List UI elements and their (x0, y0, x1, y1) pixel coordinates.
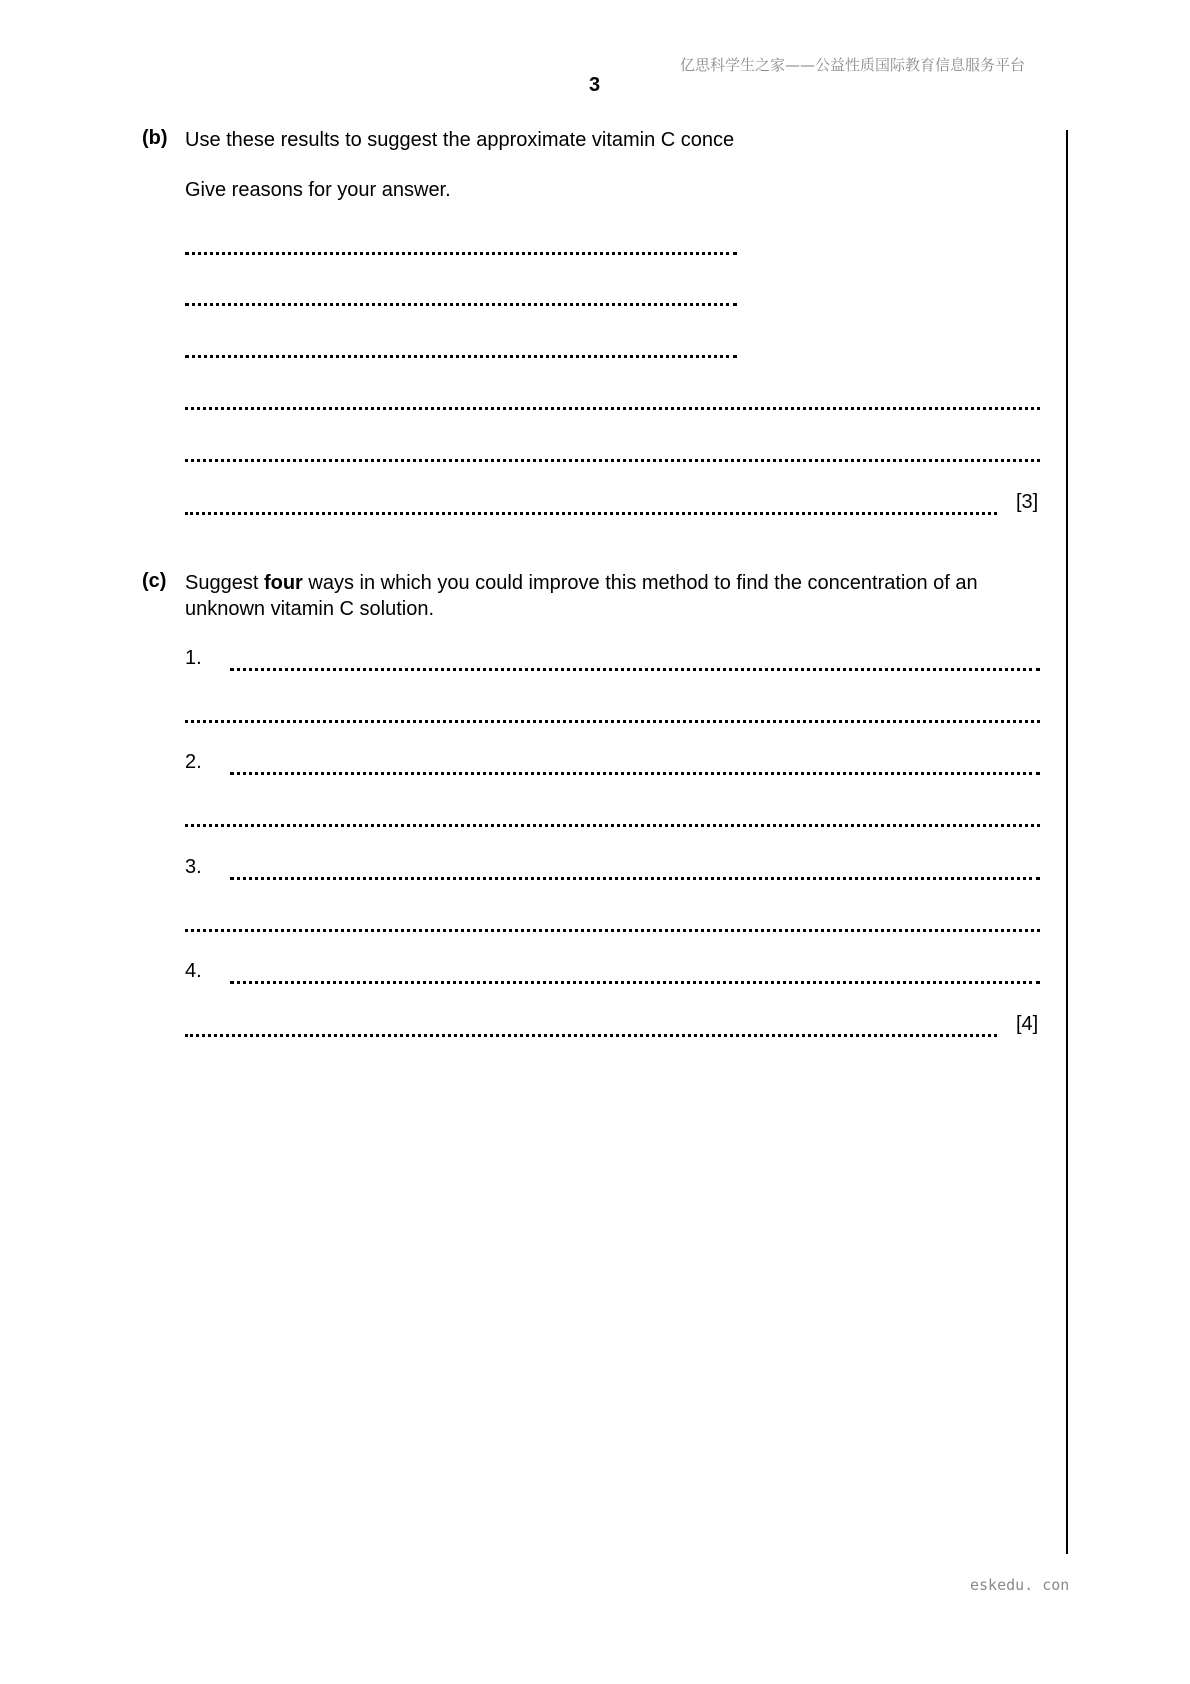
item-number: 1. (185, 647, 202, 669)
part-c-question-start: Suggest (185, 572, 264, 594)
part-b-instruction: Give reasons for your answer. (185, 179, 451, 201)
answer-line[interactable] (185, 720, 1040, 723)
answer-line[interactable] (230, 668, 1040, 671)
part-b-question: Use these results to suggest the approximate vitamin C conce (185, 129, 735, 151)
page-number: 3 (589, 74, 601, 96)
part-c-question-end: ways in which you could improve this method to find the concentration of an unknown vitamin C solution. (185, 572, 978, 620)
footer-watermark: eskedu. con (970, 1576, 1070, 1594)
part-b-label: (b) (142, 127, 168, 149)
answer-line[interactable] (230, 772, 1040, 775)
answer-line[interactable] (185, 303, 737, 306)
answer-line[interactable] (185, 1034, 997, 1037)
answer-line[interactable] (185, 355, 737, 358)
part-c-label: (c) (142, 570, 167, 592)
answer-line[interactable] (185, 512, 997, 515)
item-number: 3. (185, 856, 202, 878)
part-c-question (185, 570, 1040, 622)
item-number: 2. (185, 751, 202, 773)
answer-line[interactable] (185, 459, 1040, 462)
margin-rule (1066, 130, 1068, 1554)
answer-line[interactable] (230, 981, 1040, 984)
answer-line[interactable] (185, 252, 737, 255)
answer-line[interactable] (230, 877, 1040, 880)
item-number: 4. (185, 960, 202, 982)
header-watermark: 亿思科学生之家——公益性质国际教育信息服务平台 (680, 56, 1026, 74)
answer-line[interactable] (185, 929, 1040, 932)
part-c-question-emphasis: four (263, 572, 303, 594)
answer-line[interactable] (185, 407, 1040, 410)
part-b-marks: [3] (1016, 491, 1039, 513)
part-c-marks: [4] (1016, 1013, 1039, 1035)
answer-line[interactable] (185, 824, 1040, 827)
